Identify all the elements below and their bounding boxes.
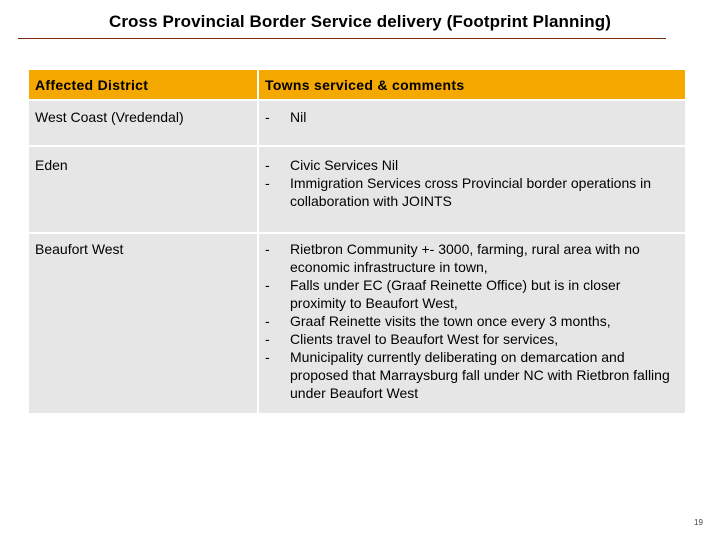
district-cell-beaufort-west: Beaufort West — [29, 234, 257, 413]
column-header-towns: Towns serviced & comments — [259, 70, 685, 99]
list-item-text: Immigration Services cross Provincial border operations in collaboration with JOINTS — [290, 175, 652, 209]
list-item-text: Rietbron Community +- 3000, farming, rural area with no economic infrastructure in town, — [290, 241, 640, 275]
page-number: 19 — [694, 518, 703, 527]
list-item — [265, 330, 679, 348]
list-item-text: Clients travel to Beaufort West for services, — [290, 331, 559, 347]
slide-title: Cross Provincial Border Service delivery (Footprint Planning) — [108, 12, 612, 31]
list-item-text: Civic Services Nil — [290, 157, 399, 173]
footprint-table — [29, 70, 685, 413]
comments-cell-beaufort-west — [259, 234, 685, 413]
comments-cell-west-coast — [259, 101, 685, 145]
bullet-dash: - — [265, 313, 270, 329]
bullet-dash: - — [265, 109, 270, 125]
district-cell-eden: Eden — [29, 147, 257, 232]
list-item — [265, 174, 679, 210]
list-item-text: Falls under EC (Graaf Reinette Office) but is in closer proximity to Beaufort West, — [290, 277, 621, 311]
bullet-dash: - — [265, 241, 270, 257]
comments-list — [265, 156, 679, 210]
bullet-dash: - — [265, 175, 270, 191]
district-cell-west-coast: West Coast (Vredendal) — [29, 101, 257, 145]
bullet-dash: - — [265, 349, 270, 365]
list-item — [265, 156, 679, 174]
comments-list — [265, 240, 679, 402]
list-item-text: Nil — [290, 109, 307, 125]
comments-cell-eden — [259, 147, 685, 232]
list-item-text: Graaf Reinette visits the town once every 3 months, — [290, 313, 611, 329]
list-item — [265, 276, 679, 312]
list-item — [265, 240, 679, 276]
list-item — [265, 312, 679, 330]
list-item-text: Municipality currently deliberating on demarcation and proposed that Marraysburg fall under NC with Rietbron falling under Beaufort West — [290, 349, 670, 401]
list-item — [265, 108, 679, 126]
title-underline — [18, 38, 666, 39]
bullet-dash: - — [265, 331, 270, 347]
bullet-dash: - — [265, 277, 270, 293]
comments-list — [265, 108, 679, 126]
list-item — [265, 348, 679, 402]
column-header-district: Affected District — [29, 70, 257, 99]
bullet-dash: - — [265, 157, 270, 173]
